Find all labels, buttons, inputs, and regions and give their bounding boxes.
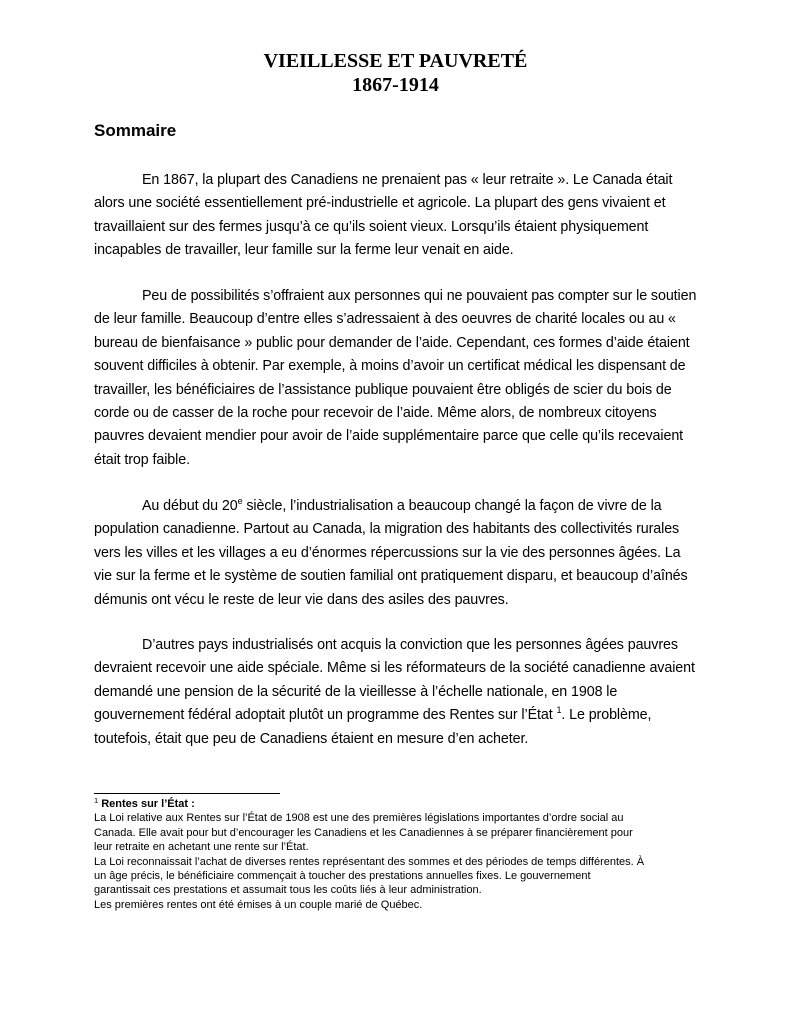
paragraph-line: de leur famille. Beaucoup d’entre elles s’adressaient à des oeuvres de charité locales ou au « [94, 311, 676, 328]
footnote-line: Les premières rentes ont été émises à un couple marié de Québec. [94, 898, 423, 911]
footnote-line: garantissait ces prestations et assumait tous les coûts liés à leur administration. [94, 884, 482, 897]
paragraph-line: souvent difficiles à obtenir. Par exemple, à moins d’avoir un certificat médical les dispensant de [94, 358, 686, 375]
paragraph-line: alors une société essentiellement pré-industrielle et agricole. La plupart des gens vivaient et [94, 195, 666, 212]
footnote-line: leur retraite en achetant une rente sur l’État. [94, 841, 309, 854]
footnote-line: La Loi relative aux Rentes sur l’État de 1908 est une des premières législations importantes d’ordre social au [94, 812, 624, 825]
footnote-heading [94, 797, 724, 811]
paragraph-line: D’autres pays industrialisés ont acquis la conviction que les personnes âgées pauvres [142, 637, 678, 653]
paragraph-line: population canadienne. Partout au Canada, la migration des habitants des collectivités rurales [94, 521, 680, 538]
paragraph-line: était trop faible. [94, 451, 190, 468]
paragraph-line-text: . Le problème, [561, 707, 652, 724]
paragraph-line: incapables de travailler, leur famille sur la ferme leur venait en aide. [94, 242, 514, 259]
paragraph-line: demandé une pension de la sécurité de la vieillesse à l’échelle nationale, en 1908 le [94, 683, 618, 700]
section-heading: Sommaire [94, 121, 177, 140]
superscript-ordinal: e [237, 496, 243, 506]
paragraph-2 [94, 285, 709, 472]
footnote-separator [94, 793, 280, 794]
footnote-line: La Loi reconnaissait l’achat de diverses rentes représentant des sommes et des périodes de temps différentes. À [94, 855, 645, 868]
footnote-line: Canada. Elle avait pour but d’encourager les Canadiens et les Canadiennes à se préparer financièrement pour [94, 826, 633, 839]
footnote-reference[interactable]: 1 [556, 705, 562, 716]
paragraph-line [94, 495, 709, 518]
paragraph-line: Peu de possibilités s’offraient aux personnes qui ne pouvaient pas compter sur le soutien [142, 288, 697, 304]
document-title: VIEILLESSE ET PAUVRETÉ [263, 50, 528, 72]
paragraph-line: démunis ont vécu le reste de leur vie dans des asiles des pauvres. [94, 591, 509, 608]
paragraph-line: devraient recevoir une aide spéciale. Même si les réformateurs de la société canadienne avaient [94, 660, 695, 677]
paragraph-3 [94, 495, 709, 612]
paragraph-1 [94, 169, 709, 263]
footnote [94, 797, 724, 912]
document-title-years: 1867-1914 [352, 74, 439, 96]
paragraph-line: vers les villes et les villages a eu d’énormes répercussions sur la vie des personnes âgées. La [94, 544, 681, 561]
paragraph-line-text: siècle, l’industrialisation a beaucoup changé la façon de vivre de la [242, 498, 662, 514]
paragraph-line: vie sur la ferme et le système de soutien familial ont pratiquement disparu, et beaucoup d’aînés [94, 568, 688, 585]
footnote-line: un âge précis, le bénéficiaire commençait à toucher des prestations annuelles fixes. Le gouvernement [94, 870, 591, 883]
paragraph-line-text: gouvernement fédéral adoptait plutôt un programme des Rentes sur l’État [94, 707, 557, 724]
footnote-marker: 1 [94, 796, 99, 805]
paragraph-line: travaillaient sur des fermes jusqu’à ce qu’ils soient vieux. Lorsqu’ils étaient physiquement [94, 218, 649, 235]
paragraph-4 [94, 634, 709, 751]
paragraph-line: travailler, les bénéficiaires de l’assistance publique pouvaient être obligés de scier du bois de [94, 381, 672, 398]
paragraph-line: toutefois, était que peu de Canadiens étaient en mesure d’en acheter. [94, 730, 529, 747]
paragraph-line: corde ou de casser de la roche pour recevoir de l’aide. Même alors, de nombreux citoyens [94, 405, 657, 422]
paragraph-line [94, 704, 709, 727]
paragraph-line: En 1867, la plupart des Canadiens ne prenaient pas « leur retraite ». Le Canada était [142, 172, 673, 188]
footnote-title: Rentes sur l’État : [98, 798, 195, 810]
paragraph-line: pauvres devaient mendier pour avoir de l’aide supplémentaire parce que celle qu’ils recevaient [94, 428, 684, 445]
paragraph-line: bureau de bienfaisance » public pour demander de l’aide. Cependant, ces formes d’aide étaient [94, 334, 690, 351]
paragraph-line-text: Au début du 20 [142, 498, 238, 514]
